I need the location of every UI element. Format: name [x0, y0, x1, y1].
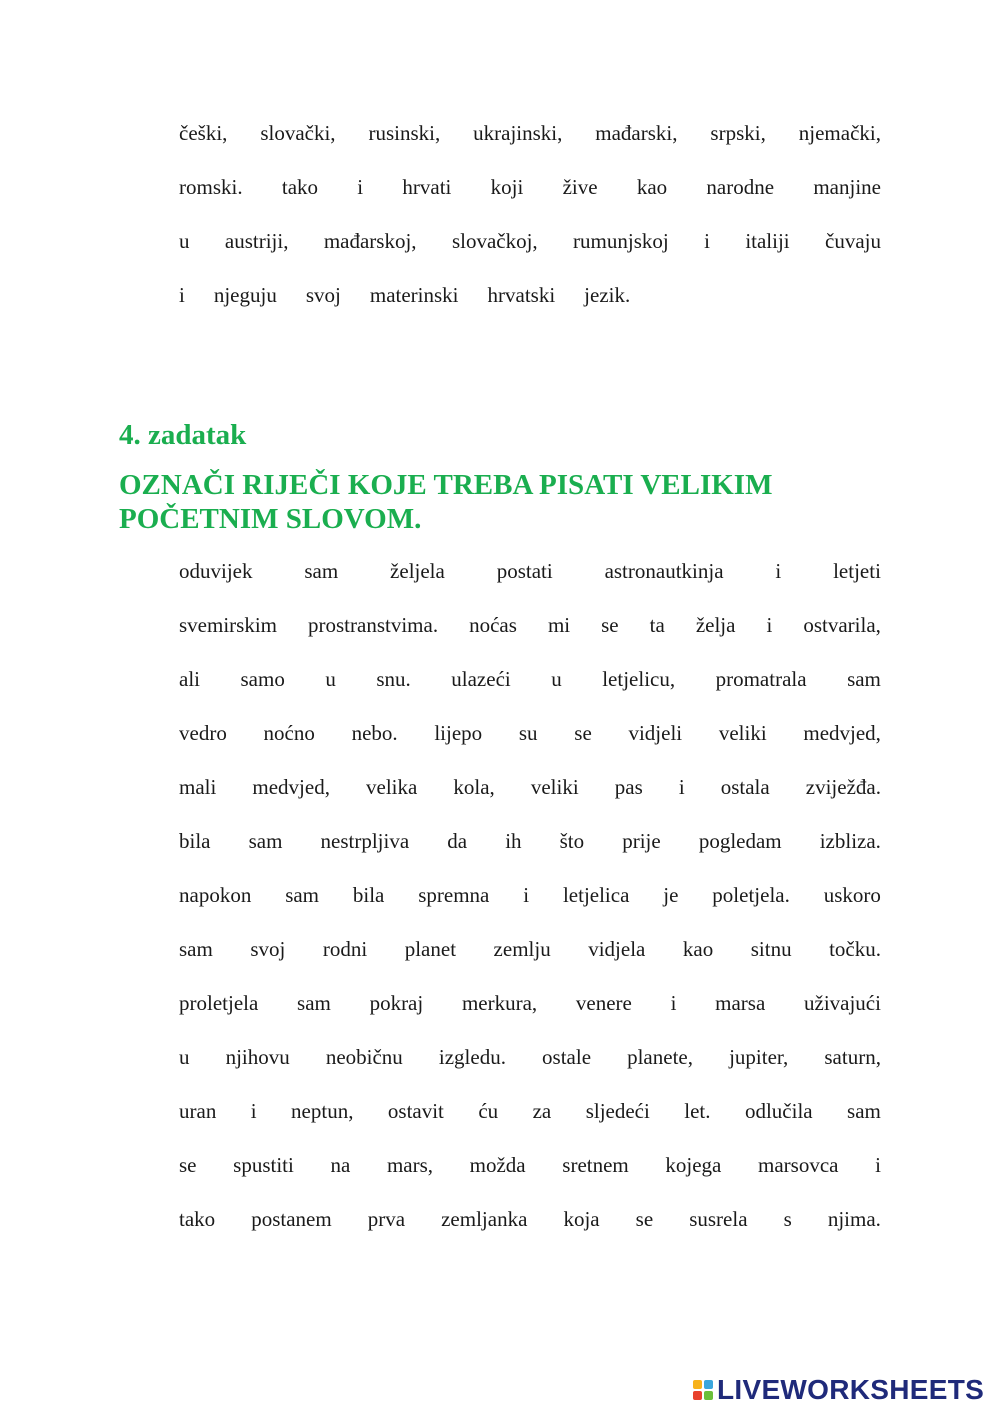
word[interactable]: neptun, — [291, 1099, 354, 1123]
word[interactable]: i — [357, 175, 364, 199]
word[interactable]: i — [523, 883, 530, 907]
word[interactable]: i — [678, 775, 685, 799]
logo-square-3 — [693, 1391, 702, 1400]
exercise-paragraph — [179, 559, 881, 1261]
word[interactable]: i — [179, 283, 185, 307]
word[interactable]: njihovu — [225, 1045, 290, 1069]
task-instruction: OZNAČI RIJEČI KOJE TREBA PISATI VELIKIM POČETNIM SLOVOM. — [119, 469, 773, 535]
word[interactable]: ta — [649, 613, 665, 637]
word[interactable]: za — [532, 1099, 552, 1123]
word[interactable]: bila — [352, 883, 385, 907]
word[interactable]: medvjed, — [252, 775, 330, 799]
word[interactable]: manjine — [813, 175, 881, 199]
exercise-line — [179, 1045, 881, 1099]
word[interactable]: nebo. — [351, 721, 398, 745]
liveworksheets-logo-text: LIVEWORKSHEETS — [717, 1374, 985, 1405]
word[interactable]: sretnem — [562, 1153, 629, 1177]
word[interactable]: italiji — [745, 229, 790, 253]
logo-square-1 — [693, 1380, 702, 1389]
word[interactable]: i — [250, 1099, 257, 1123]
logo-square-2 — [704, 1380, 713, 1389]
word[interactable]: sam — [179, 937, 213, 961]
word[interactable]: žive — [562, 175, 598, 199]
word[interactable]: sljedeći — [585, 1099, 650, 1123]
word[interactable]: saturn, — [824, 1045, 881, 1069]
exercise-line — [179, 991, 881, 1045]
exercise-line — [179, 883, 881, 937]
word[interactable]: ukrajinski, — [473, 121, 563, 145]
word[interactable]: je — [663, 883, 679, 907]
word[interactable]: sitnu — [750, 937, 792, 961]
word[interactable]: koja — [563, 1207, 600, 1231]
word[interactable]: kao — [636, 175, 668, 199]
intro-line — [179, 229, 881, 283]
intro-line — [179, 283, 881, 337]
word[interactable]: odlučila — [744, 1099, 813, 1123]
word[interactable]: svemirskim — [179, 613, 277, 637]
word[interactable]: noćno — [263, 721, 315, 745]
word[interactable]: austriji, — [224, 229, 289, 253]
word[interactable]: jupiter, — [729, 1045, 789, 1069]
word[interactable]: poletjela. — [712, 883, 790, 907]
word[interactable]: češki, — [179, 121, 228, 145]
word[interactable]: ostvarila, — [803, 613, 881, 637]
word[interactable]: venere — [575, 991, 632, 1015]
word[interactable]: njeguju — [213, 283, 277, 307]
word[interactable]: rodni — [322, 937, 368, 961]
word[interactable]: zemlju — [493, 937, 551, 961]
word[interactable]: samo — [240, 667, 285, 691]
word[interactable]: kao — [682, 937, 714, 961]
word[interactable]: tako — [179, 1207, 216, 1231]
word[interactable]: rumunjskoj — [573, 229, 669, 253]
exercise-line — [179, 775, 881, 829]
word[interactable]: veliki — [718, 721, 767, 745]
word[interactable]: pokraj — [369, 991, 424, 1015]
exercise-line — [179, 667, 881, 721]
liveworksheets-logo-icon — [693, 1380, 713, 1400]
word[interactable]: marsa — [715, 991, 766, 1015]
word[interactable]: i — [766, 613, 773, 637]
word[interactable]: ostale — [542, 1045, 592, 1069]
word[interactable]: mađarski, — [595, 121, 678, 145]
word[interactable]: let. — [684, 1099, 711, 1123]
word[interactable]: vidjela — [588, 937, 646, 961]
word[interactable]: prije — [622, 829, 661, 853]
word[interactable]: promatrala — [715, 667, 807, 691]
task-number: 4. zadatak — [119, 419, 247, 451]
word[interactable]: nestrpljiva — [320, 829, 410, 853]
word[interactable]: uskoro — [823, 883, 881, 907]
exercise-line — [179, 937, 881, 991]
word[interactable]: ulazeći — [451, 667, 511, 691]
word[interactable]: koji — [490, 175, 524, 199]
word[interactable]: izbliza. — [819, 829, 881, 853]
word[interactable]: sam — [304, 559, 339, 583]
word[interactable]: da — [447, 829, 468, 853]
word[interactable]: mars, — [386, 1153, 434, 1177]
word[interactable]: medvjed, — [803, 721, 881, 745]
word[interactable]: hrvati — [402, 175, 452, 199]
exercise-line — [179, 721, 881, 775]
word[interactable]: sam — [285, 883, 320, 907]
word[interactable]: prva — [367, 1207, 406, 1231]
logo-square-4 — [704, 1391, 713, 1400]
word[interactable]: svoj — [250, 937, 286, 961]
word[interactable]: u — [325, 667, 336, 691]
word[interactable]: zemljanka — [441, 1207, 528, 1231]
word[interactable]: ih — [505, 829, 522, 853]
word[interactable]: možda — [469, 1153, 526, 1177]
word[interactable]: što — [559, 829, 585, 853]
liveworksheets-logo — [693, 1374, 984, 1406]
word[interactable]: sam — [847, 1099, 881, 1123]
word[interactable]: lijepo — [434, 721, 483, 745]
word[interactable]: željela — [390, 559, 445, 583]
word[interactable]: mali — [179, 775, 217, 799]
word[interactable]: narodne — [706, 175, 775, 199]
word[interactable]: mađarskoj, — [323, 229, 417, 253]
exercise-line — [179, 1207, 881, 1261]
word[interactable]: planet — [404, 937, 457, 961]
word[interactable]: i — [875, 1153, 881, 1177]
word[interactable]: oduvijek — [179, 559, 253, 583]
word[interactable]: spustiti — [233, 1153, 294, 1177]
word[interactable]: i — [775, 559, 782, 583]
intro-line — [179, 175, 881, 229]
word[interactable]: izgledu. — [438, 1045, 506, 1069]
word[interactable]: susrela — [689, 1207, 748, 1231]
word[interactable]: marsovca — [758, 1153, 839, 1177]
word[interactable]: pas — [614, 775, 643, 799]
word[interactable]: velika — [366, 775, 418, 799]
word[interactable]: u — [179, 229, 190, 253]
exercise-line — [179, 559, 881, 613]
word[interactable]: materinski — [369, 283, 459, 307]
exercise-line — [179, 1153, 881, 1207]
word[interactable]: planete, — [627, 1045, 693, 1069]
word[interactable]: spremna — [418, 883, 490, 907]
word[interactable]: u — [551, 667, 562, 691]
word[interactable]: svoj — [305, 283, 341, 307]
word[interactable]: srpski, — [710, 121, 766, 145]
word[interactable]: u — [179, 1045, 190, 1069]
word[interactable]: vedro — [179, 721, 227, 745]
word[interactable]: i — [704, 229, 710, 253]
word[interactable]: astronautkinja — [604, 559, 724, 583]
word[interactable]: sam — [248, 829, 283, 853]
word[interactable]: sam — [847, 667, 881, 691]
word[interactable]: se — [601, 613, 619, 637]
word[interactable]: letjelicu, — [602, 667, 676, 691]
word[interactable]: hrvatski — [487, 283, 556, 307]
word[interactable]: ću — [478, 1099, 499, 1123]
word[interactable]: vidjeli — [628, 721, 683, 745]
word[interactable]: letjelica — [562, 883, 630, 907]
word[interactable]: postati — [496, 559, 553, 583]
word[interactable]: se — [574, 721, 592, 745]
word[interactable]: čuvaju — [825, 229, 881, 253]
word[interactable]: bila — [179, 829, 211, 853]
word[interactable]: su — [518, 721, 538, 745]
word[interactable]: snu. — [376, 667, 411, 691]
word[interactable]: jezik. — [584, 283, 631, 307]
word[interactable]: se — [179, 1153, 197, 1177]
word[interactable]: uživajući — [804, 991, 881, 1015]
word[interactable]: kola, — [453, 775, 495, 799]
word[interactable]: kojega — [665, 1153, 722, 1177]
word[interactable]: slovačkoj, — [451, 229, 538, 253]
word[interactable]: proletjela — [179, 991, 259, 1015]
word[interactable]: napokon — [179, 883, 252, 907]
exercise-line — [179, 613, 881, 667]
word[interactable]: slovački, — [260, 121, 336, 145]
word[interactable]: pogledam — [698, 829, 782, 853]
word[interactable]: zviježđa. — [805, 775, 881, 799]
word[interactable]: letjeti — [833, 559, 881, 583]
exercise-line — [179, 1099, 881, 1153]
word[interactable]: romski. — [179, 175, 243, 199]
intro-line — [179, 121, 881, 175]
word[interactable]: noćas — [469, 613, 517, 637]
word[interactable]: postanem — [251, 1207, 332, 1231]
exercise-line — [179, 829, 881, 883]
word[interactable]: sam — [297, 991, 331, 1015]
word[interactable]: želja — [695, 613, 736, 637]
intro-paragraph — [179, 121, 881, 337]
word[interactable]: uran — [179, 1099, 217, 1123]
word[interactable]: veliki — [530, 775, 579, 799]
word[interactable]: merkura, — [461, 991, 538, 1015]
word[interactable]: njima. — [827, 1207, 881, 1231]
word[interactable]: s — [783, 1207, 792, 1231]
word[interactable]: ostavit — [387, 1099, 444, 1123]
word[interactable]: ali — [179, 667, 200, 691]
word[interactable]: tako — [281, 175, 319, 199]
word[interactable]: neobičnu — [325, 1045, 403, 1069]
word[interactable]: mi — [547, 613, 571, 637]
word[interactable]: ostala — [720, 775, 770, 799]
word[interactable]: i — [670, 991, 677, 1015]
word[interactable]: se — [635, 1207, 654, 1231]
word[interactable]: rusinski, — [368, 121, 441, 145]
word[interactable]: njemački, — [798, 121, 881, 145]
word[interactable]: točku. — [829, 937, 881, 961]
word[interactable]: prostranstvima. — [308, 613, 439, 637]
word[interactable]: na — [330, 1153, 351, 1177]
